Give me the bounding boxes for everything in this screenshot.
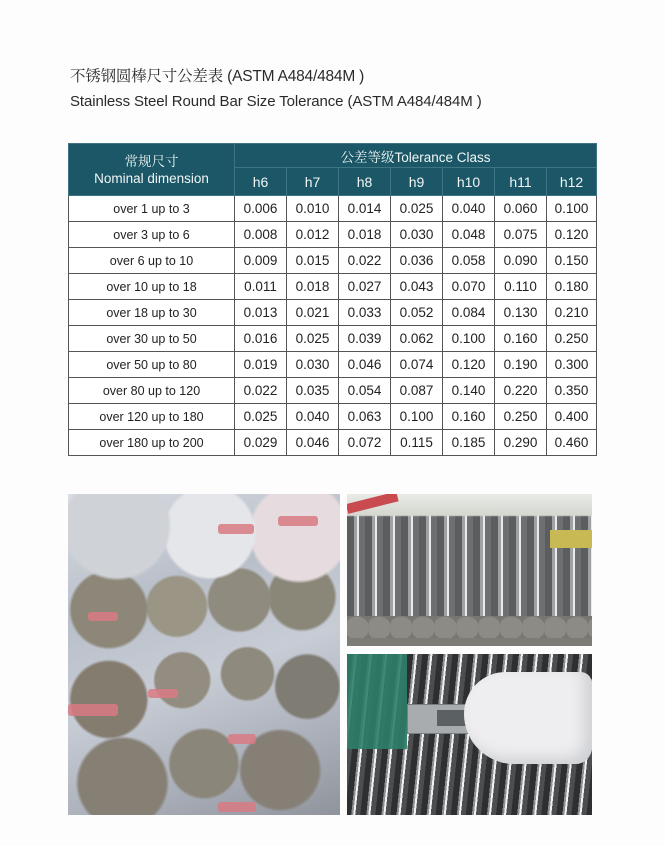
- tolerance-value-h9: 0.087: [391, 378, 443, 404]
- tolerance-value-h10: 0.185: [443, 430, 495, 456]
- tolerance-value-h8: 0.039: [339, 326, 391, 352]
- tolerance-value-h8: 0.014: [339, 196, 391, 222]
- tolerance-class-h7: h7: [287, 168, 339, 196]
- nominal-dimension-cell: over 180 up to 200: [69, 430, 235, 456]
- tolerance-value-h9: 0.062: [391, 326, 443, 352]
- table-row: [69, 326, 597, 352]
- tolerance-value-h7: 0.035: [287, 378, 339, 404]
- tolerance-value-h12: 0.100: [547, 196, 597, 222]
- tolerance-class-header: 公差等级Tolerance Class: [235, 144, 597, 168]
- tolerance-value-h11: 0.110: [495, 274, 547, 300]
- tolerance-value-h9: 0.030: [391, 222, 443, 248]
- tolerance-class-h8: h8: [339, 168, 391, 196]
- tolerance-value-h12: 0.350: [547, 378, 597, 404]
- tolerance-value-h10: 0.160: [443, 404, 495, 430]
- tolerance-value-h12: 0.300: [547, 352, 597, 378]
- nominal-dimension-cell: over 6 up to 10: [69, 248, 235, 274]
- tolerance-value-h10: 0.058: [443, 248, 495, 274]
- tolerance-value-h9: 0.115: [391, 430, 443, 456]
- tolerance-value-h10: 0.120: [443, 352, 495, 378]
- tolerance-value-h6: 0.011: [235, 274, 287, 300]
- nominal-header-en: Nominal dimension: [94, 170, 209, 186]
- table-row: [69, 222, 597, 248]
- tolerance-value-h11: 0.250: [495, 404, 547, 430]
- tolerance-value-h9: 0.043: [391, 274, 443, 300]
- tolerance-value-h10: 0.070: [443, 274, 495, 300]
- tolerance-value-h9: 0.025: [391, 196, 443, 222]
- table-row: [69, 248, 597, 274]
- tolerance-value-h12: 0.250: [547, 326, 597, 352]
- tolerance-value-h8: 0.022: [339, 248, 391, 274]
- tolerance-value-h6: 0.016: [235, 326, 287, 352]
- page-title-chinese: 不锈钢圆棒尺寸公差表 (ASTM A484/484M ): [70, 68, 365, 85]
- nominal-dimension-cell: over 80 up to 120: [69, 378, 235, 404]
- tolerance-value-h7: 0.030: [287, 352, 339, 378]
- tolerance-value-h12: 0.180: [547, 274, 597, 300]
- tolerance-value-h11: 0.290: [495, 430, 547, 456]
- tolerance-value-h8: 0.018: [339, 222, 391, 248]
- polished-round-bars-photo: [347, 494, 592, 646]
- nominal-dimension-cell: over 18 up to 30: [69, 300, 235, 326]
- nominal-dimension-header: [69, 144, 235, 196]
- tolerance-class-h6: h6: [235, 168, 287, 196]
- nominal-dimension-cell: over 3 up to 6: [69, 222, 235, 248]
- tolerance-value-h7: 0.040: [287, 404, 339, 430]
- tolerance-value-h9: 0.052: [391, 300, 443, 326]
- tolerance-value-h11: 0.160: [495, 326, 547, 352]
- page-title-english: Stainless Steel Round Bar Size Tolerance (ASTM A484/484M ): [70, 93, 482, 110]
- tolerance-value-h12: 0.150: [547, 248, 597, 274]
- tolerance-value-h11: 0.220: [495, 378, 547, 404]
- tolerance-value-h8: 0.033: [339, 300, 391, 326]
- nominal-dimension-cell: over 30 up to 50: [69, 326, 235, 352]
- nominal-header-cn: 常规尺寸: [124, 153, 179, 169]
- tolerance-value-h7: 0.018: [287, 274, 339, 300]
- tolerance-value-h10: 0.040: [443, 196, 495, 222]
- tolerance-class-h9: h9: [391, 168, 443, 196]
- tolerance-value-h11: 0.190: [495, 352, 547, 378]
- tolerance-value-h11: 0.075: [495, 222, 547, 248]
- tolerance-table-body: [69, 196, 597, 456]
- tolerance-value-h6: 0.025: [235, 404, 287, 430]
- tolerance-class-h11: h11: [495, 168, 547, 196]
- table-row: [69, 378, 597, 404]
- tolerance-value-h9: 0.100: [391, 404, 443, 430]
- tolerance-value-h6: 0.008: [235, 222, 287, 248]
- table-row: [69, 404, 597, 430]
- tolerance-value-h7: 0.012: [287, 222, 339, 248]
- tolerance-value-h12: 0.120: [547, 222, 597, 248]
- tolerance-value-h7: 0.010: [287, 196, 339, 222]
- tolerance-value-h9: 0.036: [391, 248, 443, 274]
- nominal-dimension-cell: over 10 up to 18: [69, 274, 235, 300]
- nominal-dimension-cell: over 120 up to 180: [69, 404, 235, 430]
- tolerance-value-h10: 0.084: [443, 300, 495, 326]
- tolerance-value-h6: 0.013: [235, 300, 287, 326]
- tolerance-value-h12: 0.210: [547, 300, 597, 326]
- tolerance-value-h8: 0.046: [339, 352, 391, 378]
- tolerance-value-h6: 0.029: [235, 430, 287, 456]
- tolerance-value-h6: 0.019: [235, 352, 287, 378]
- tolerance-value-h8: 0.054: [339, 378, 391, 404]
- tolerance-class-h10: h10: [443, 168, 495, 196]
- tolerance-value-h12: 0.400: [547, 404, 597, 430]
- tolerance-value-h6: 0.009: [235, 248, 287, 274]
- bundled-round-bars-photo: [68, 494, 340, 815]
- table-row: [69, 352, 597, 378]
- table-row: [69, 300, 597, 326]
- tolerance-value-h8: 0.027: [339, 274, 391, 300]
- tolerance-value-h10: 0.048: [443, 222, 495, 248]
- tolerance-value-h6: 0.022: [235, 378, 287, 404]
- tolerance-value-h10: 0.100: [443, 326, 495, 352]
- tolerance-value-h9: 0.074: [391, 352, 443, 378]
- nominal-dimension-cell: over 50 up to 80: [69, 352, 235, 378]
- table-row: [69, 196, 597, 222]
- table-row: [69, 430, 597, 456]
- tolerance-value-h7: 0.025: [287, 326, 339, 352]
- tolerance-value-h7: 0.046: [287, 430, 339, 456]
- tolerance-value-h10: 0.140: [443, 378, 495, 404]
- caliper-measurement-photo: [347, 654, 592, 815]
- tolerance-table: [68, 143, 597, 456]
- tolerance-value-h7: 0.021: [287, 300, 339, 326]
- tolerance-value-h12: 0.460: [547, 430, 597, 456]
- tolerance-value-h11: 0.060: [495, 196, 547, 222]
- white-glove: [464, 672, 592, 764]
- tolerance-value-h6: 0.006: [235, 196, 287, 222]
- tolerance-value-h11: 0.130: [495, 300, 547, 326]
- table-row: [69, 274, 597, 300]
- tolerance-class-h12: h12: [547, 168, 597, 196]
- tolerance-value-h11: 0.090: [495, 248, 547, 274]
- tolerance-value-h7: 0.015: [287, 248, 339, 274]
- tolerance-value-h8: 0.072: [339, 430, 391, 456]
- nominal-dimension-cell: over 1 up to 3: [69, 196, 235, 222]
- tolerance-value-h8: 0.063: [339, 404, 391, 430]
